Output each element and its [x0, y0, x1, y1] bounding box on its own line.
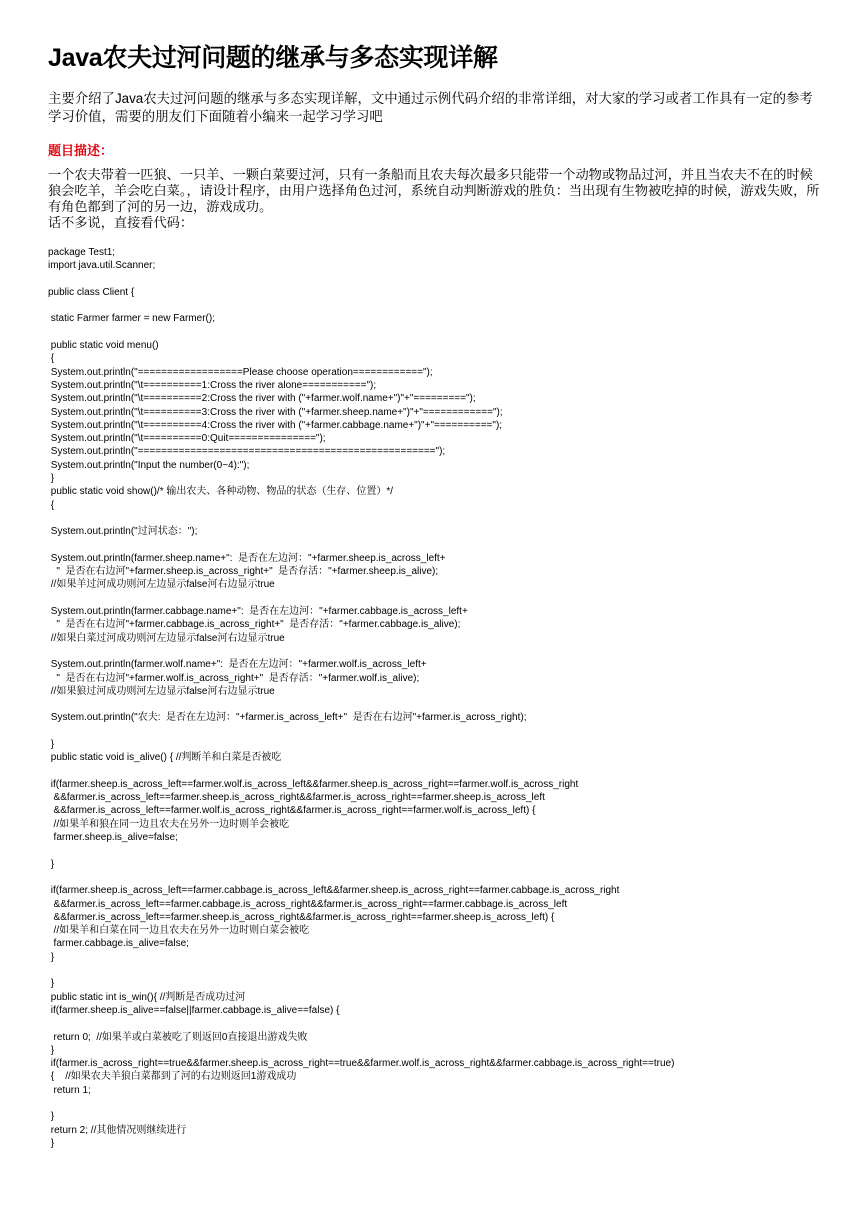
code-line: //如果白菜过河成功则河左边显示false河右边显示true	[48, 632, 285, 644]
code-line: public class Client {	[48, 286, 135, 298]
code-line: }	[48, 951, 55, 963]
code-line: //如果羊过河成功则河左边显示false河右边显示true	[48, 579, 275, 591]
code-line: &&farmer.is_across_left==farmer.sheep.is_across_right&&farmer.is_across_right==farmer.sheep.is_across_left	[48, 792, 545, 804]
code-line: " 是否在右边河"+farmer.wolf.is_across_right+" 是否存活："+farmer.wolf.is_alive);	[48, 672, 420, 684]
code-line: System.out.println(farmer.wolf.name+": 是否在左边河："+farmer.wolf.is_across_left+	[48, 659, 427, 671]
code-line: &&farmer.is_across_left==farmer.cabbage.is_across_right&&farmer.is_across_right==farmer.cabbage.is_across_left	[48, 898, 568, 910]
code-line: if(farmer.sheep.is_alive==false||farmer.cabbage.is_alive==false) {	[48, 1004, 340, 1016]
code-line: return 1;	[48, 1084, 91, 1096]
code-line: System.out.println(farmer.cabbage.name+": 是否在左边河："+farmer.cabbage.is_across_left+	[48, 606, 468, 618]
code-line	[48, 765, 828, 778]
code-line: System.out.println("\t==========2:Cross the river with ("+farmer.wolf.name+")"+"=========");	[48, 393, 476, 405]
code-line: }	[48, 1137, 55, 1149]
section-label: 题目描述：	[48, 143, 114, 158]
code-line: System.out.println(farmer.sheep.name+": 是否在左边河："+farmer.sheep.is_across_left+	[48, 552, 446, 564]
code-line: if(farmer.sheep.is_across_left==farmer.wolf.is_across_left&&farmer.sheep.is_across_right==farmer.wolf.is_across_right	[48, 778, 579, 790]
code-block	[48, 246, 828, 1150]
code-line: System.out.println("过河状态：");	[48, 526, 198, 538]
code-line: farmer.sheep.is_alive=false;	[48, 832, 178, 844]
code-line	[48, 326, 828, 339]
code-line: }	[48, 473, 55, 485]
article-summary: 主要介绍了Java农夫过河问题的继承与多态实现详解，文中通过示例代码介绍的非常详细，对大家的学习或者工作具有一定的参考学习价值，需要的朋友们下面随着小编来一起学习学习吧	[48, 91, 813, 124]
code-line	[48, 645, 828, 658]
code-line	[48, 592, 828, 605]
code-line: return 2; //其他情况则继续进行	[48, 1124, 187, 1136]
code-line	[48, 844, 828, 857]
problem-description	[48, 167, 823, 231]
code-line	[48, 539, 828, 552]
code-line: {	[48, 353, 55, 365]
code-line	[48, 725, 828, 738]
code-line: }	[48, 1111, 55, 1123]
code-line: //如果狼过河成功则河左边显示false河右边显示true	[48, 685, 275, 697]
code-line	[48, 299, 828, 312]
code-line: System.out.println("===================================================");	[48, 446, 446, 458]
code-line: " 是否在右边河"+farmer.cabbage.is_across_right+" 是否存活："+farmer.cabbage.is_alive);	[48, 619, 461, 631]
code-line: System.out.println("\t==========0:Quit===============");	[48, 433, 326, 445]
code-line: package Test1;	[48, 247, 116, 258]
code-line: &&farmer.is_across_left==farmer.sheep.is_across_right&&farmer.is_across_right==farmer.sheep.is_across_left) {	[48, 911, 555, 923]
description-lead-in: 话不多说，直接看代码：	[48, 215, 194, 230]
article-title: Java农夫过河问题的继承与多态实现详解	[48, 44, 498, 72]
code-line: }	[48, 738, 55, 750]
code-line: public static void is_alive() { //判断羊和白菜是否被吃	[48, 752, 282, 764]
code-line	[48, 512, 828, 525]
code-line	[48, 273, 828, 286]
code-line: public static void show()/* 输出农夫、各种动物、物品的状态（生存、位置）*/	[48, 486, 394, 498]
code-line: {	[48, 499, 55, 511]
code-line: import java.util.Scanner;	[48, 260, 156, 272]
description-paragraph: 一个农夫带着一匹狼、一只羊、一颗白菜要过河，只有一条船而且农夫每次最多只能带一个动物或物品过河，并且当农夫不在的时候狼会吃羊，羊会吃白菜。，请设计程序，由用户选择角色过河，系统自动判断游戏的胜负：当出现有生物被吃掉的时候，游戏失败，所有角色都到了河的另一边，游戏成功。	[48, 167, 820, 214]
code-line: System.out.println("\t==========1:Cross the river alone===========");	[48, 379, 377, 391]
code-line: if(farmer.sheep.is_across_left==farmer.cabbage.is_across_left&&farmer.sheep.is_across_right==farmer.cabbage.is_across_right	[48, 885, 620, 897]
code-line: { //如果农夫羊狼白菜都到了河的右边则返回1游戏成功	[48, 1071, 297, 1083]
code-line: return 0; //如果羊或白菜被吃了则返回0直接退出游戏失败	[48, 1031, 308, 1043]
code-line	[48, 1097, 828, 1110]
code-line: &&farmer.is_across_left==farmer.wolf.is_across_right&&farmer.is_across_right==farmer.wolf.is_across_left) {	[48, 805, 536, 817]
code-line: //如果羊和狼在同一边且农夫在另外一边时则羊会被吃	[48, 818, 290, 830]
code-line: System.out.println("农夫: 是否在左边河："+farmer.is_across_left+" 是否在右边河"+farmer.is_across_right);	[48, 712, 527, 724]
code-line: public static int is_win(){ //判断是否成功过河	[48, 991, 246, 1003]
code-line: }	[48, 858, 55, 870]
code-line: if(farmer.is_across_right==true&&farmer.sheep.is_across_right==true&&farmer.wolf.is_across_right&&farmer.cabbage.is_across_right==true)	[48, 1058, 675, 1070]
code-line: //如果羊和白菜在同一边且农夫在另外一边时则白菜会被吃	[48, 925, 310, 937]
code-line: farmer.cabbage.is_alive=false;	[48, 938, 189, 950]
code-line: }	[48, 1044, 55, 1056]
code-line: public static void menu()	[48, 340, 159, 352]
code-line: static Farmer farmer = new Farmer();	[48, 313, 215, 325]
code-line	[48, 1017, 828, 1030]
code-line: System.out.println("\t==========3:Cross the river with ("+farmer.sheep.name+")"+"============");	[48, 406, 503, 418]
code-line: " 是否在右边河"+farmer.sheep.is_across_right+" 是否存活："+farmer.sheep.is_alive);	[48, 566, 439, 578]
code-line	[48, 871, 828, 884]
code-line: System.out.println("Input the number(0~4):");	[48, 459, 250, 471]
code-line: System.out.println("\t==========4:Cross the river with ("+farmer.cabbage.name+")"+"==========");	[48, 419, 503, 431]
code-line: }	[48, 978, 55, 990]
code-line	[48, 964, 828, 977]
code-line: System.out.println("==================Please choose operation============");	[48, 366, 433, 378]
code-line	[48, 698, 828, 711]
